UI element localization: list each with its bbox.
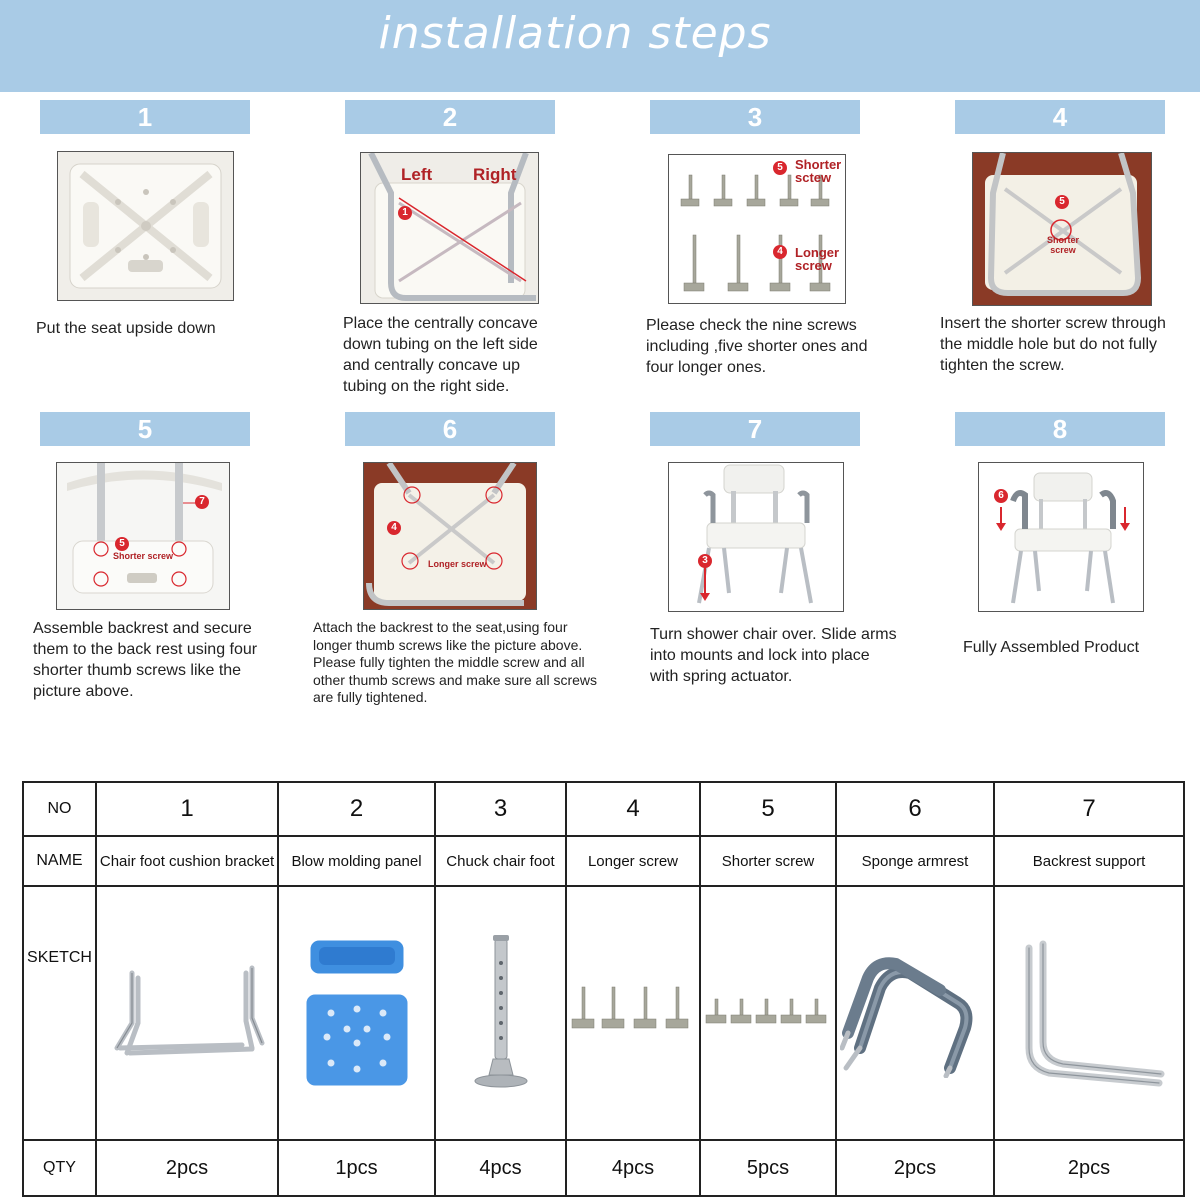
part-3-qty: 4pcs <box>435 1140 566 1196</box>
part-5-name: Shorter screw <box>700 836 836 886</box>
parts-table <box>22 781 1185 1197</box>
header-banner <box>0 0 1200 92</box>
part-7-qty: 2pcs <box>994 1140 1184 1196</box>
part-2-name: Blow molding panel <box>278 836 435 886</box>
part-7-no: 7 <box>994 782 1184 836</box>
step-7-badge: 7 <box>650 412 860 446</box>
panel-sketch <box>278 886 435 1140</box>
step-6-badge: 6 <box>345 412 555 446</box>
step-2-badge: 2 <box>345 100 555 134</box>
step-3-longer-label: Longer screw <box>795 245 840 273</box>
step-5-marker-screw: 5 <box>115 537 129 551</box>
row-header-sketch: SKETCH <box>23 886 96 1140</box>
table-row-name <box>23 836 1184 886</box>
table-row-no <box>23 782 1184 836</box>
step-1-photo <box>57 151 234 301</box>
step-6-photo <box>363 462 537 610</box>
step-8-marker: 6 <box>994 489 1008 503</box>
step-5-caption: Assemble backrest and secure them to the back rest using four shorter thumb screws like the picture above. <box>33 620 258 700</box>
step-2-marker: 1 <box>398 206 412 220</box>
part-6-qty: 2pcs <box>836 1140 994 1196</box>
step-5-marker-backrest: 7 <box>195 495 209 509</box>
part-3-no: 3 <box>435 782 566 836</box>
backrest-sketch <box>994 886 1184 1140</box>
step-6-label: Longer screw <box>428 559 487 569</box>
step-6-caption-line1: Attach the backrest to the seat,using four longer thumb screws like the picture above. <box>313 619 583 653</box>
row-header-no: NO <box>23 782 96 836</box>
table-row-sketch <box>23 886 1184 1140</box>
bracket-sketch <box>96 886 278 1140</box>
step-1-caption: Put the seat upside down <box>36 320 216 337</box>
step-4-badge: 4 <box>955 100 1165 134</box>
part-6-name: Sponge armrest <box>836 836 994 886</box>
step-4-photo <box>972 152 1152 306</box>
row-header-name: NAME <box>23 836 96 886</box>
part-6-no: 6 <box>836 782 994 836</box>
part-4-name: Longer screw <box>566 836 700 886</box>
step-5-photo <box>56 462 230 610</box>
step-6-marker: 4 <box>387 521 401 535</box>
step-3-shorter-label: Shorter sctew <box>795 157 842 185</box>
step-3-badge: 3 <box>650 100 860 134</box>
step-3-marker-longer: 4 <box>773 245 787 259</box>
leg-sketch <box>435 886 566 1140</box>
part-1-name: Chair foot cushion bracket <box>96 836 278 886</box>
step-3-photo <box>668 154 846 304</box>
step-2-left-label: Left <box>401 165 433 184</box>
part-2-no: 2 <box>278 782 435 836</box>
part-1-no: 1 <box>96 782 278 836</box>
step-1-badge: 1 <box>40 100 250 134</box>
step-8-caption: Fully Assembled Product <box>963 639 1140 656</box>
row-header-qty: QTY <box>23 1140 96 1196</box>
step-2-right-label: Right <box>473 165 517 184</box>
part-5-no: 5 <box>700 782 836 836</box>
step-4-marker: 5 <box>1055 195 1069 209</box>
step-2-caption: Place the centrally concave down tubing on the left side and centrally concave up tubing on the right side. <box>343 315 538 395</box>
step-6-caption <box>313 619 603 707</box>
long-screw-sketch <box>566 886 700 1140</box>
part-2-qty: 1pcs <box>278 1140 435 1196</box>
armrest-sketch <box>836 886 994 1140</box>
step-5-label: Shorter screw <box>113 551 174 561</box>
step-3-caption: Please check the nine screws including ,five shorter ones and four longer ones. <box>646 317 868 376</box>
step-7-marker: 3 <box>698 554 712 568</box>
step-2-photo <box>360 152 539 304</box>
step-3-marker-shorter: 5 <box>773 161 787 175</box>
part-7-name: Backrest support <box>994 836 1184 886</box>
step-4-label: Shorter screw <box>1046 235 1079 255</box>
table-row-qty <box>23 1140 1184 1196</box>
step-7-photo <box>668 462 844 612</box>
part-4-no: 4 <box>566 782 700 836</box>
step-7-caption: Turn shower chair over. Slide arms into mounts and lock into place with spring actuator. <box>650 626 897 685</box>
step-8-photo <box>978 462 1144 612</box>
step-8-badge: 8 <box>955 412 1165 446</box>
part-4-qty: 4pcs <box>566 1140 700 1196</box>
part-1-qty: 2pcs <box>96 1140 278 1196</box>
part-5-qty: 5pcs <box>700 1140 836 1196</box>
step-5-badge: 5 <box>40 412 250 446</box>
step-6-caption-line2: Please fully tighten the middle screw and all other thumb screws and make sure all screws are fully tightened. <box>313 654 597 705</box>
short-screw-sketch <box>700 886 836 1140</box>
step-4-caption: Insert the shorter screw through the middle hole but do not fully tighten the screw. <box>940 315 1166 374</box>
page-title: installation steps <box>378 8 772 59</box>
part-3-name: Chuck chair foot <box>435 836 566 886</box>
